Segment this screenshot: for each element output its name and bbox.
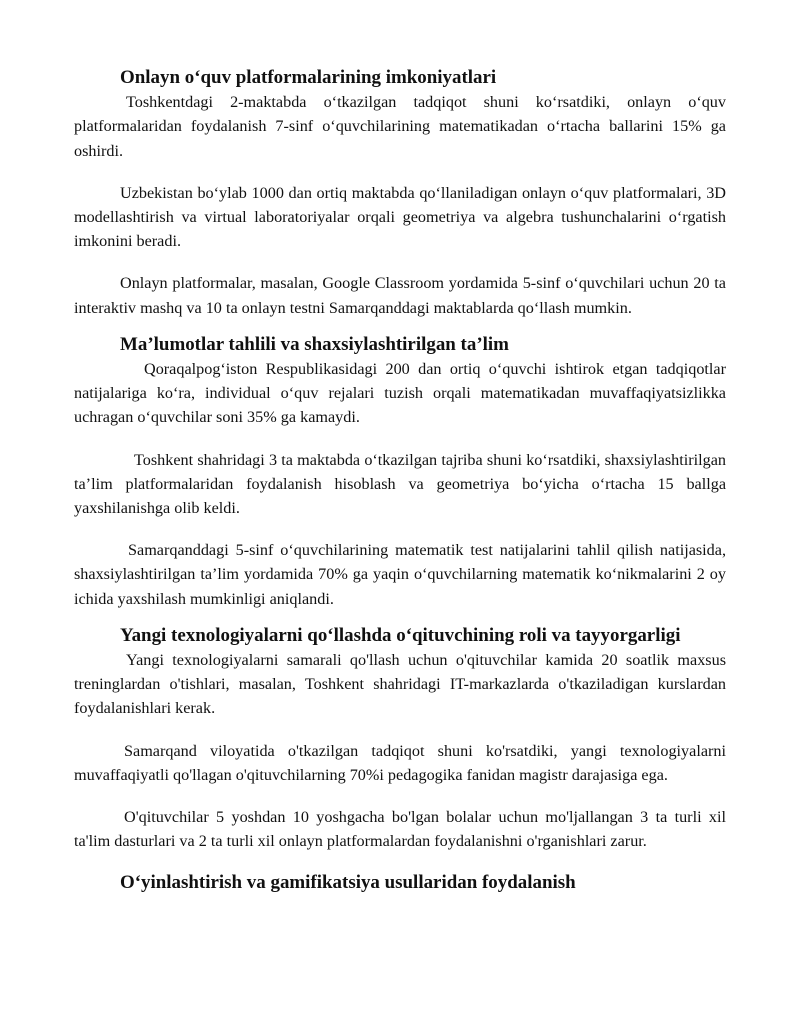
document-page [74,66,726,896]
paragraph: Toshkentdagi 2-maktabda o‘tkazilgan tadqiqot shuni ko‘rsatdiki, onlayn o‘quv platformalaridan foydalanish 7-sinf o‘quvchilarining matematikadan o‘rtacha ballarini 15% ga oshirdi. [74,93,726,160]
paragraph: O'qituvchilar 5 yoshdan 10 yoshgacha bo'lgan bolalar uchun mo'ljallangan 3 ta turli xil ta'lim dasturlari va 2 ta turli xil onlayn platformalardan foydalanishni o'rganishlari zarur. [74,808,726,851]
paragraph: Yangi texnologiyalarni samarali qo'llash uchun o'qituvchilar kamida 20 soatlik maxsus treninglardan o'tishlari, masalan, Toshkent shahridagi IT-markazlarda o'tkaziladigan kurslardan foydalanishlari kerak. [74,651,726,718]
paragraph: Samarqanddagi 5-sinf o‘quvchilarining matematik test natijalarini tahlil qilish natijasida, shaxsiylashtirilgan ta’lim yordamida 70% ga yaqin o‘quvchilarning matematik ko‘nikmalarini 2 oy ichida yaxshilash mumkinligi aniqlandi. [74,541,726,608]
paragraph: Onlayn platformalar, masalan, Google Classroom yordamida 5-sinf o‘quvchilari uchun 20 ta interaktiv mashq va 10 ta onlayn testni Samarqanddagi maktablarda qo‘llash mumkin. [74,274,726,317]
section-heading: Yangi texnologiyalarni qo‘llashda o‘qituvchining roli va tayyorgarligi [120,624,681,646]
paragraph: Qoraqalpog‘iston Respublikasidagi 200 dan ortiq o‘quvchi ishtirok etgan tadqiqotlar natijalariga ko‘ra, individual o‘quv rejalari tuzish orqali matematikadan muvaffaqiyatsizlikka uchragan o‘quvchilar soni 35% ga kamaydi. [74,360,726,427]
paragraph: Samarqand viloyatida o'tkazilgan tadqiqot shuni ko'rsatdiki, yangi texnologiyalarni muvaffaqiyatli qo'llagan o'qituvchilarning 70%i pedagogika fanidan magistr darajasiga ega. [74,741,726,784]
section-heading: O‘yinlashtirish va gamifikatsiya usullaridan foydalanish [120,872,576,894]
paragraph: Uzbekistan bo‘ylab 1000 dan ortiq maktabda qo‘llaniladigan onlayn o‘quv platformalari, 3D modellashtirish va virtual laboratoriyalar orqali geometriya va algebra tushunchalarini o‘rgatish imkonini beradi. [74,183,726,251]
section-heading: Ma’lumotlar tahlili va shaxsiylashtirilgan ta’lim [120,333,509,355]
section-heading: Onlayn o‘quv platformalarining imkoniyatlari [120,67,497,88]
paragraph: Toshkent shahridagi 3 ta maktabda o‘tkazilgan tajriba shuni ko‘rsatdiki, shaxsiylashtirilgan ta’lim platformalaridan foydalanish hisoblash va geometriya bo‘yicha o‘rtacha 15 ballga yaxshilanishga olib keldi. [74,450,726,518]
